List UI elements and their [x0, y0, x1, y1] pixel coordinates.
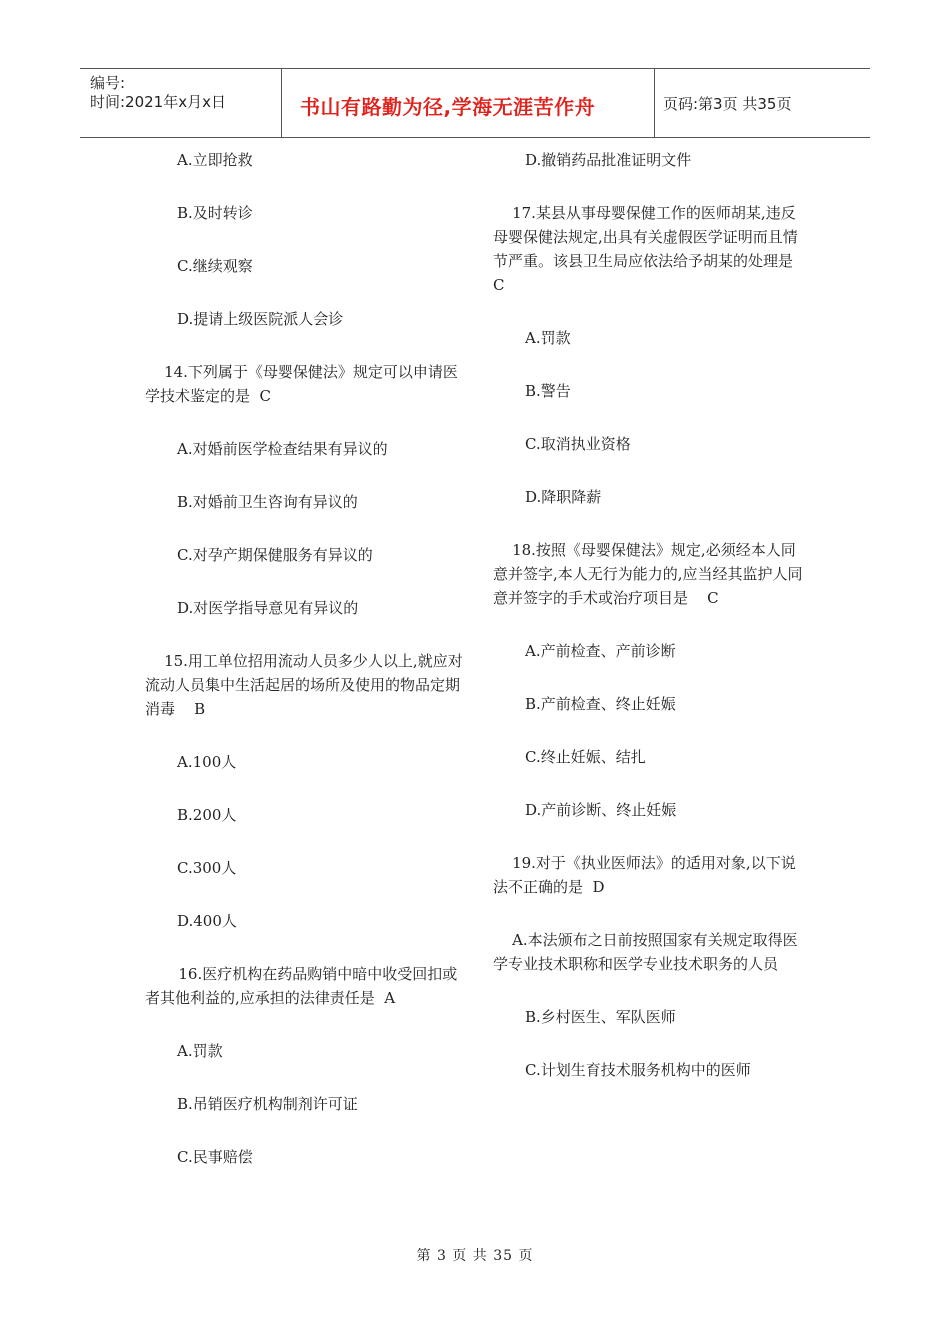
answer-option: A.立即抢救: [177, 151, 253, 169]
answer-option: D.400人: [177, 912, 237, 930]
question-text: 18.按照《母婴保健法》规定,必须经本人同意并签字,本人无行为能力的,应当经其监护人同意并签字的手术或治疗项目是 C: [493, 541, 803, 607]
answer-option: A.罚款: [525, 329, 571, 347]
answer-option: C.民事赔偿: [177, 1148, 253, 1166]
right-column: [493, 148, 813, 1111]
answer-option: A.罚款: [177, 1042, 223, 1060]
answer-option: C.300人: [177, 859, 237, 877]
document-time-label: 时间:2021年x月x日: [90, 93, 226, 111]
header-page-cell: [655, 69, 870, 137]
question-text: 19.对于《执业医师法》的适用对象,以下说法不正确的是 D: [493, 854, 796, 896]
answer-option: D.提请上级医院派人会诊: [177, 310, 344, 328]
answer-option: B.吊销医疗机构制剂许可证: [177, 1095, 358, 1113]
answer-option: C.计划生育技术服务机构中的医师: [525, 1061, 751, 1079]
answer-option: A.对婚前医学检查结果有异议的: [177, 440, 388, 458]
answer-option: B.警告: [525, 382, 571, 400]
question-text: 16.医疗机构在药品购销中暗中收受回扣或者其他利益的,应承担的法律责任是 A: [145, 965, 458, 1007]
answer-option: B.乡村医生、军队医师: [525, 1008, 676, 1026]
answer-option: D.撤销药品批准证明文件: [525, 151, 692, 169]
question-text: 17.某县从事母婴保健工作的医师胡某,违反母婴保健法规定,出具有关虚假医学证明而且情节严重。该县卫生局应依法给予胡某的处理是 C: [493, 204, 813, 294]
document-number-label: 编号:: [90, 74, 126, 92]
answer-option: A.产前检查、产前诊断: [525, 642, 676, 660]
answer-option: D.对医学指导意见有异议的: [177, 599, 359, 617]
question-text: 15.用工单位招用流动人员多少人以上,就应对流动人员集中生活起居的场所及使用的物品定期消毒 B: [145, 652, 463, 718]
answer-option: B.及时转诊: [177, 204, 253, 222]
left-column: [145, 148, 465, 1198]
header-motto: 书山有路勤为径,学海无涯苦作舟: [300, 95, 596, 119]
page-footer: 第 3 页 共 35 页: [416, 1248, 534, 1264]
header-page-number: 页码:第3页 共35页: [663, 95, 792, 113]
answer-option: C.对孕产期保健服务有异议的: [177, 546, 373, 564]
answer-option: B.200人: [177, 806, 237, 824]
header-motto-cell: [282, 69, 655, 137]
question-text: 14.下列属于《母婴保健法》规定可以申请医学技术鉴定的是 C: [145, 363, 458, 405]
document-header: [80, 68, 870, 138]
answer-option: D.产前诊断、终止妊娠: [525, 801, 677, 819]
answer-option: B.产前检查、终止妊娠: [525, 695, 676, 713]
answer-option: C.继续观察: [177, 257, 253, 275]
answer-option: D.降职降薪: [525, 488, 602, 506]
question-text: A.本法颁布之日前按照国家有关规定取得医学专业技术职称和医学专业技术职务的人员: [493, 931, 798, 973]
answer-option: C.取消执业资格: [525, 435, 631, 453]
answer-option: A.100人: [177, 753, 237, 771]
header-meta-cell: [80, 69, 282, 137]
answer-option: C.终止妊娠、结扎: [525, 748, 646, 766]
answer-option: B.对婚前卫生咨询有异议的: [177, 493, 358, 511]
